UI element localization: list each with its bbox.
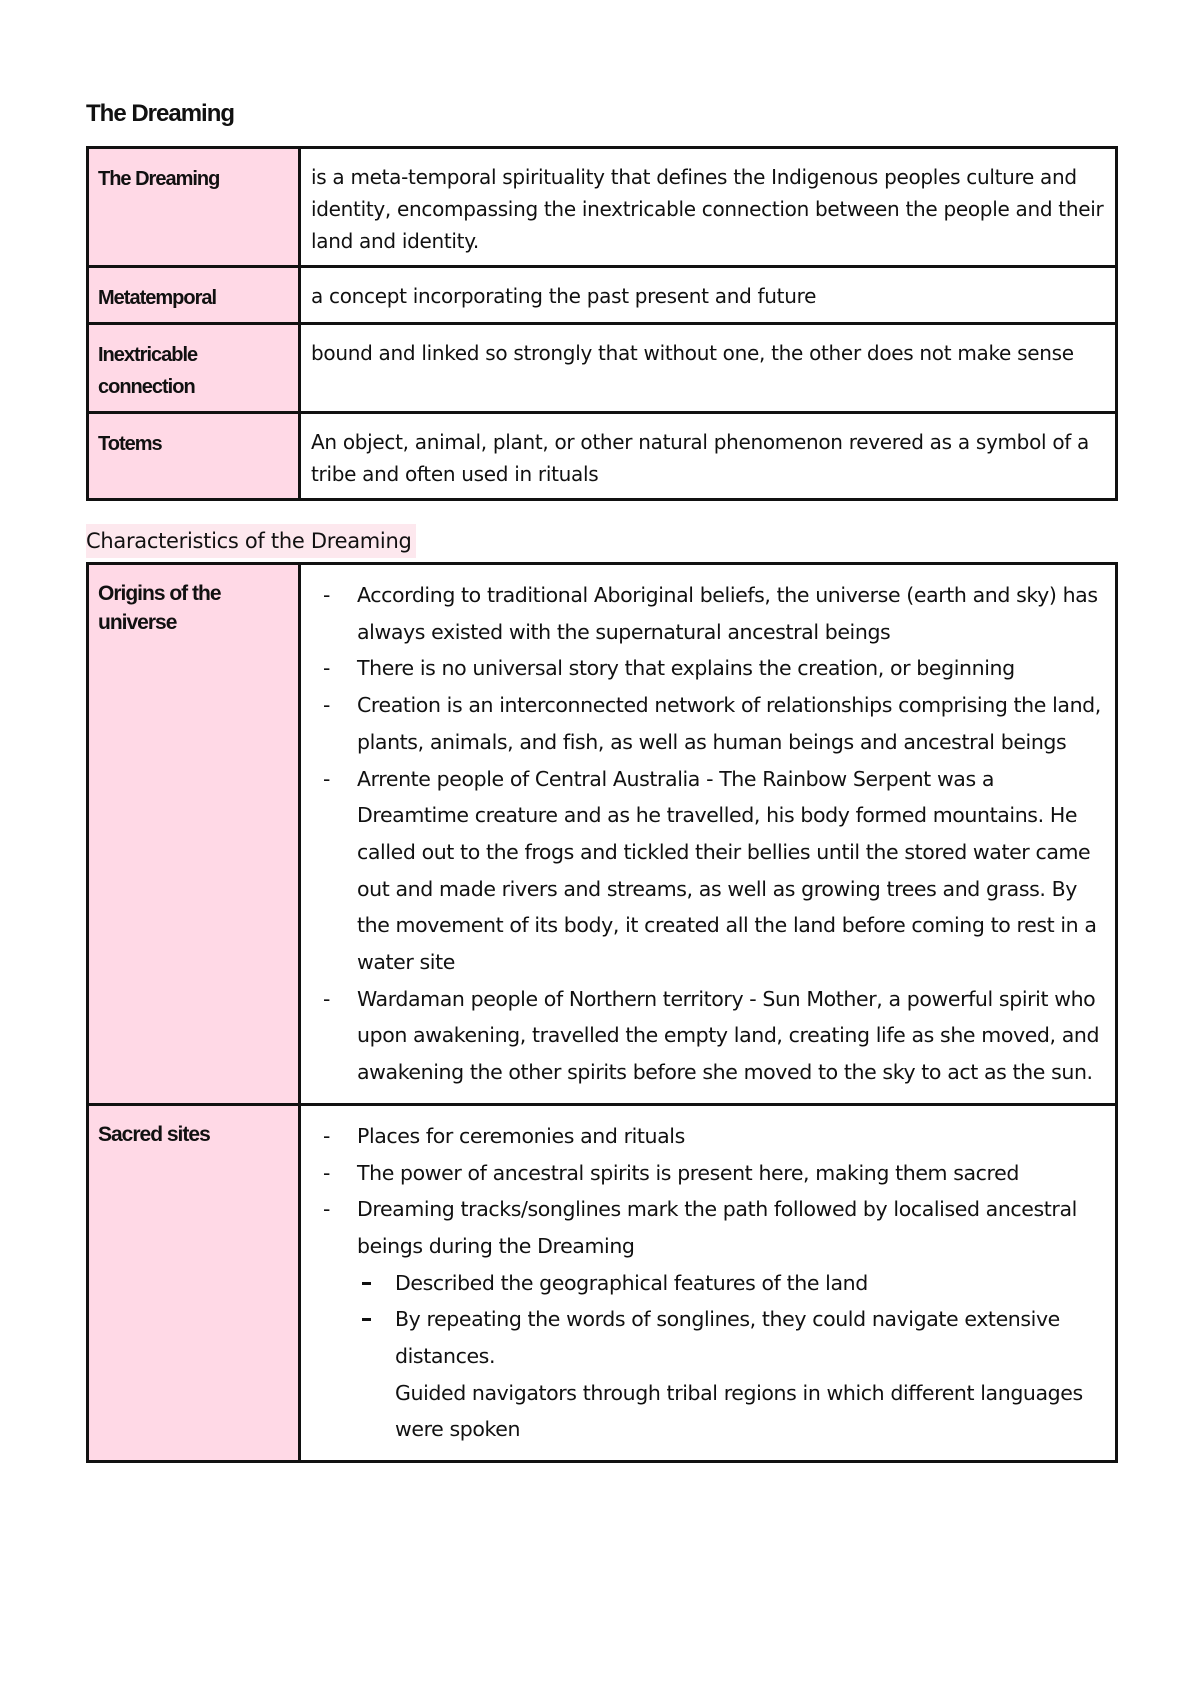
- list-item: - Creation is an interconnected network of relationships comprising the land, plants, animals, and fish, as well as human beings and ancestral beings: [319, 687, 1109, 760]
- characteristic-details: [300, 564, 1117, 1105]
- sub-bullet-list: [357, 1265, 1109, 1375]
- list-item: - Places for ceremonies and rituals: [319, 1118, 1109, 1155]
- glossary-term: Totems: [88, 413, 300, 500]
- sub-list-item: Described the geographical features of the land: [357, 1265, 1109, 1302]
- glossary-term: Metatemporal: [88, 267, 300, 324]
- list-item: - Wardaman people of Northern territory - Sun Mother, a powerful spirit who upon awakening, travelled the empty land, creating life as she moved, and awakening the other spirits before she moved to the sky to act as the sun.: [319, 981, 1109, 1091]
- glossary-definition: bound and linked so strongly that without one, the other does not make sense: [300, 324, 1117, 413]
- glossary-term: The Dreaming: [88, 148, 300, 267]
- sub-list-note: Guided navigators through tribal regions in which different languages were spoken: [395, 1380, 1083, 1442]
- page-title: The Dreaming: [86, 100, 235, 127]
- glossary-row: [88, 413, 1117, 500]
- list-item: - The power of ancestral spirits is present here, making them sacred: [319, 1155, 1109, 1192]
- list-item-text: Dreaming tracks/songlines mark the path followed by localised ancestral beings during the Dreaming: [357, 1197, 1077, 1258]
- glossary-term: Inextricable connection: [88, 324, 300, 413]
- characteristic-term: Sacred sites: [88, 1104, 300, 1461]
- characteristic-details: [300, 1104, 1117, 1461]
- list-item: - Arrente people of Central Australia - The Rainbow Serpent was a Dreamtime creature and as he travelled, his body formed mountains. He called out to the frogs and tickled their bellies until the stored water came out and made rivers and streams, as well as growing trees and grass. By the movement of its body, it created all the land before coming to rest in a water site: [319, 761, 1109, 981]
- glossary-definition: An object, animal, plant, or other natural phenomenon revered as a symbol of a tribe and often used in rituals: [300, 413, 1117, 500]
- list-item: - According to traditional Aboriginal beliefs, the universe (earth and sky) has always existed with the supernatural ancestral beings: [319, 577, 1109, 650]
- glossary-row: [88, 267, 1117, 324]
- glossary-row: [88, 148, 1117, 267]
- bullet-list: [319, 577, 1109, 1091]
- list-item: [319, 1191, 1109, 1375]
- characteristic-term: Origins of the universe: [88, 564, 300, 1105]
- sub-list-item: By repeating the words of songlines, they could navigate extensive distances.: [357, 1301, 1109, 1374]
- characteristic-row-origins: [88, 564, 1117, 1105]
- bullet-list: [319, 1118, 1109, 1375]
- glossary-definition: is a meta-temporal spirituality that defines the Indigenous peoples culture and identity, encompassing the inextricable connection between the people and their land and identity.: [300, 148, 1117, 267]
- glossary-table: [86, 146, 1118, 501]
- list-item: - There is no universal story that explains the creation, or beginning: [319, 650, 1109, 687]
- glossary-definition: a concept incorporating the past present and future: [300, 267, 1117, 324]
- section-heading: Characteristics of the Dreaming: [86, 524, 416, 558]
- characteristics-table: [86, 562, 1118, 1463]
- characteristic-row-sacred-sites: [88, 1104, 1117, 1461]
- glossary-row: [88, 324, 1117, 413]
